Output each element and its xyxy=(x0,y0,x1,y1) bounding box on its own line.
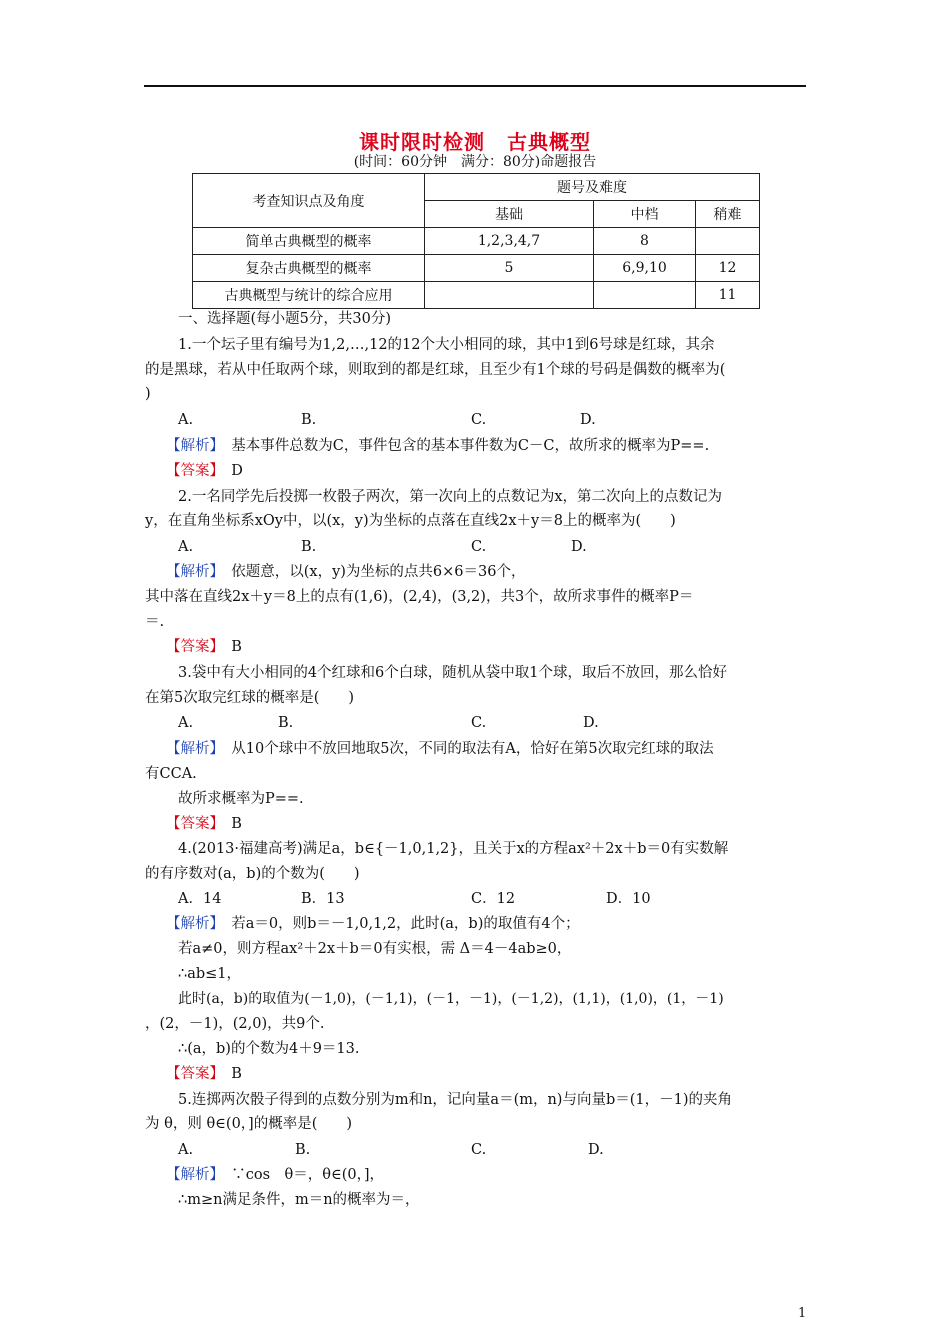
q3-option-b: B. xyxy=(278,715,294,731)
q1-line3: ) xyxy=(145,386,151,402)
q5-analysis-2: ∴m≥n满足条件，m＝n的概率为＝， xyxy=(178,1192,420,1208)
table-row xyxy=(193,228,760,255)
q1-line2: 的是黑球，若从中任取两个球，则取到的都是红球，且至少有1个球的号码是偶数的概率为( xyxy=(145,362,726,378)
q4-option-c: C．12 xyxy=(471,891,516,907)
q3-answer-value: B xyxy=(231,816,242,832)
answer-tag: 【答案】 xyxy=(166,1066,217,1082)
q1-analysis-text: 基本事件总数为C，事件包含的基本事件数为C－C，故所求的概率为P==. xyxy=(231,438,710,454)
q5-option-b: B. xyxy=(295,1142,311,1158)
row-cell: 11 xyxy=(696,282,760,309)
q3-option-a: A. xyxy=(178,715,194,731)
q1-option-a: A. xyxy=(178,412,194,428)
q4-option-a: A．14 xyxy=(178,891,222,907)
analysis-tag: 【解析】 xyxy=(166,916,217,932)
q3-line2: 在第5次取完红球的概率是( ) xyxy=(145,690,355,706)
q2-analysis-2: 其中落在直线2x＋y＝8上的点有(1,6)，(2,4)，(3,2)，共3个，故所求事件的概率P＝ xyxy=(145,589,694,605)
q3-option-c: C. xyxy=(471,715,487,731)
q3-analysis-2: 有CCA. xyxy=(145,766,197,782)
q2-line1: 2.一名同学先后投掷一枚骰子两次，第一次向上的点数记为x，第二次向上的点数记为 xyxy=(178,489,723,505)
q1-option-c: C. xyxy=(471,412,487,428)
page-number: 1 xyxy=(798,1306,807,1321)
level-basic: 基础 xyxy=(425,201,594,228)
q1-answer xyxy=(166,461,243,481)
row-cell: 1,2,3,4,7 xyxy=(425,228,594,255)
row-cell xyxy=(425,282,594,309)
analysis-tag: 【解析】 xyxy=(166,564,217,580)
q3-analysis xyxy=(166,739,714,759)
table-group-header: 题号及难度 xyxy=(425,174,760,201)
q2-analysis-text: 依题意，以(x，y)为坐标的点共6×6＝36个， xyxy=(231,564,526,580)
q3-option-d: D. xyxy=(583,715,599,731)
q4-option-b: B．13 xyxy=(301,891,345,907)
q4-analysis-3: ∴ab≤1， xyxy=(178,966,242,982)
q4-line1: 4.(2013·福建高考)满足a，b∈{－1,0,1,2}，且关于x的方程ax²＋2x＋b＝0有实数解 xyxy=(178,841,729,857)
q4-analysis-text: 若a＝0，则b＝－1,0,1,2，此时(a，b)的取值有4个； xyxy=(231,916,580,932)
q5-option-d: D. xyxy=(588,1142,604,1158)
q3-analysis-3: 故所求概率为P==. xyxy=(178,791,304,807)
analysis-tag: 【解析】 xyxy=(166,438,217,454)
report-table xyxy=(192,173,760,309)
q3-analysis-text: 从10个球中不放回地取5次，不同的取法有A，恰好在第5次取完红球的取法 xyxy=(231,741,714,757)
q5-analysis-text: ∵cos θ＝，θ∈(0，]， xyxy=(231,1167,385,1183)
row-cell xyxy=(594,282,696,309)
row-cell xyxy=(696,228,760,255)
header-rule xyxy=(144,85,806,87)
row-topic: 简单古典概型的概率 xyxy=(193,228,425,255)
q5-line2: 为 θ，则 θ∈(0，]的概率是( ) xyxy=(145,1116,353,1132)
q5-line1: 5.连掷两次骰子得到的点数分别为m和n，记向量a＝(m，n)与向量b＝(1，－1)的夹角 xyxy=(178,1092,733,1108)
title-part2: 古典概型 xyxy=(507,130,591,154)
row-cell: 6,9,10 xyxy=(594,255,696,282)
table-row xyxy=(193,255,760,282)
q2-answer-value: B xyxy=(231,639,242,655)
q3-answer xyxy=(166,814,242,834)
q1-answer-value: D xyxy=(231,463,243,479)
q2-analysis xyxy=(166,562,525,582)
table-corner: 考查知识点及角度 xyxy=(193,174,425,228)
q4-analysis-2: 若a≠0，则方程ax²＋2x＋b＝0有实根，需 Δ＝4－4ab≥0， xyxy=(178,941,572,957)
analysis-tag: 【解析】 xyxy=(166,1167,217,1183)
row-topic: 复杂古典概型的概率 xyxy=(193,255,425,282)
q4-analysis xyxy=(166,914,580,934)
row-cell: 12 xyxy=(696,255,760,282)
q1-option-b: B. xyxy=(301,412,317,428)
q5-analysis xyxy=(166,1165,384,1185)
row-topic: 古典概型与统计的综合应用 xyxy=(193,282,425,309)
q4-analysis-6: ∴(a，b)的个数为4＋9＝13. xyxy=(178,1041,360,1057)
answer-tag: 【答案】 xyxy=(166,816,217,832)
q5-option-c: C. xyxy=(471,1142,487,1158)
q4-analysis-5: ，(2，－1)，(2,0)，共9个. xyxy=(145,1016,325,1032)
section-heading: 一、选择题(每小题5分，共30分) xyxy=(178,311,391,327)
q2-option-d: D. xyxy=(571,539,587,555)
answer-tag: 【答案】 xyxy=(166,639,217,655)
q1-analysis xyxy=(166,436,709,456)
q1-line1: 1.一个坛子里有编号为1,2,…,12的12个大小相同的球，其中1到6号球是红球，其余 xyxy=(178,337,715,353)
row-cell: 8 xyxy=(594,228,696,255)
q2-option-a: A. xyxy=(178,539,194,555)
q4-analysis-4: 此时(a，b)的取值为(－1,0)，(－1,1)，(－1，－1)，(－1,2)，(1,1)，(1,0)，(1，－1) xyxy=(178,991,724,1007)
q4-answer-value: B xyxy=(231,1066,242,1082)
q4-option-d: D．10 xyxy=(606,891,651,907)
q2-option-c: C. xyxy=(471,539,487,555)
q2-option-b: B. xyxy=(301,539,317,555)
q4-line2: 的有序数对(a，b)的个数为( ) xyxy=(145,866,360,882)
q1-option-d: D. xyxy=(580,412,596,428)
table-row xyxy=(193,282,760,309)
title-part1: 课时限时检测 xyxy=(359,130,485,154)
q2-analysis-3: ＝. xyxy=(145,614,165,630)
q5-option-a: A. xyxy=(178,1142,194,1158)
q3-line1: 3.袋中有大小相同的4个红球和6个白球，随机从袋中取1个球，取后不放回，那么恰好 xyxy=(178,665,728,681)
analysis-tag: 【解析】 xyxy=(166,741,217,757)
q4-answer xyxy=(166,1064,242,1084)
answer-tag: 【答案】 xyxy=(166,463,217,479)
page-subtitle: (时间：60分钟 满分：80分)命题报告 xyxy=(353,154,597,170)
row-cell: 5 xyxy=(425,255,594,282)
q2-answer xyxy=(166,637,242,657)
level-medium: 中档 xyxy=(594,201,696,228)
q2-line2: y，在直角坐标系xOy中，以(x，y)为坐标的点落在直线2x＋y＝8上的概率为( ) xyxy=(145,513,676,529)
level-hard: 稍难 xyxy=(696,201,760,228)
